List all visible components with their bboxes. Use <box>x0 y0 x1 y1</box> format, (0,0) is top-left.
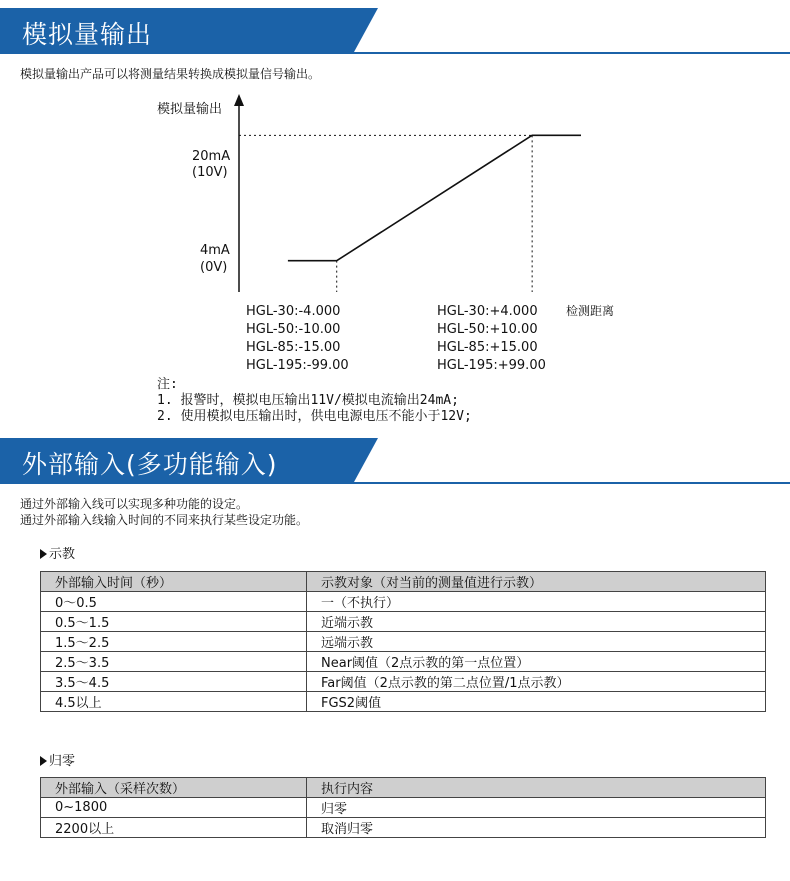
y-tick-10v: (10V) <box>192 165 228 180</box>
x-high-label-30: HGL-30:+4.000 <box>437 304 538 319</box>
column-header: 示教对象（对当前的测量值进行示教） <box>307 572 766 592</box>
table-cell: 0~1800 <box>41 798 307 818</box>
x-high-label-50: HGL-50:+10.00 <box>437 322 538 337</box>
zero-heading <box>40 750 75 769</box>
x-low-label-195: HGL-195:-99.00 <box>246 358 349 373</box>
table-cell: FGS2阈值 <box>307 692 766 712</box>
table-row <box>41 612 766 632</box>
table-cell: 2200以上 <box>41 818 307 838</box>
table-cell: 3.5～4.5 <box>41 672 307 692</box>
section-title: 外部输入(多功能输入) <box>22 450 278 479</box>
table-cell: 归零 <box>307 798 766 818</box>
table-cell: 1.5～2.5 <box>41 632 307 652</box>
x-high-label-195: HGL-195:+99.00 <box>437 358 546 373</box>
table-row <box>41 672 766 692</box>
table-cell: 远端示教 <box>307 632 766 652</box>
teach-heading <box>40 543 75 562</box>
analog-intro: 模拟量输出产品可以将测量结果转换成模拟量信号输出。 <box>20 67 321 81</box>
section-title: 模拟量输出 <box>22 20 153 49</box>
table-cell: 一（不执行） <box>307 592 766 612</box>
zero-table <box>40 777 766 838</box>
x-axis-label: 检测距离 <box>566 304 615 318</box>
zero-heading-label: 归零 <box>49 754 76 769</box>
x-low-label-50: HGL-50:-10.00 <box>246 322 341 337</box>
column-header: 外部输入（采样次数） <box>41 778 307 798</box>
column-header: 外部输入时间（秒） <box>41 572 307 592</box>
external-intro-2: 通过外部输入线输入时间的不同来执行某些设定功能。 <box>20 513 309 527</box>
table-header-row <box>41 778 766 798</box>
table-cell: 4.5以上 <box>41 692 307 712</box>
table-row <box>41 632 766 652</box>
table-cell: 2.5～3.5 <box>41 652 307 672</box>
y-axis-arrow-icon <box>234 94 244 106</box>
teach-heading-label: 示教 <box>49 547 76 562</box>
teach-table <box>40 571 766 712</box>
table-row <box>41 798 766 818</box>
table-row <box>41 592 766 612</box>
x-low-label-85: HGL-85:-15.00 <box>246 340 341 355</box>
x-high-label-85: HGL-85:+15.00 <box>437 340 538 355</box>
table-cell: Far阈值（2点示教的第二点位置/1点示教） <box>307 672 766 692</box>
table-cell: 0～0.5 <box>41 592 307 612</box>
table-cell: 近端示教 <box>307 612 766 632</box>
table-row <box>41 692 766 712</box>
note-item-2: 2. 使用模拟电压输出时，供电电源电压不能小于12V; <box>157 409 472 424</box>
x-low-label-30: HGL-30:-4.000 <box>246 304 341 319</box>
notes-label: 注: <box>157 377 178 392</box>
table-row <box>41 818 766 838</box>
table-cell: 0.5～1.5 <box>41 612 307 632</box>
y-axis-label: 模拟量输出 <box>157 102 223 117</box>
analog-output-chart <box>0 0 790 300</box>
table-cell: Near阈值（2点示教的第一点位置） <box>307 652 766 672</box>
note-item-1: 1. 报警时，模拟电压输出11V/模拟电流输出24mA; <box>157 393 459 408</box>
table-row <box>41 652 766 672</box>
y-tick-20ma: 20mA <box>192 149 231 164</box>
y-tick-0v: (0V) <box>200 260 228 275</box>
series-line-hgl <box>288 135 581 260</box>
section-banner-external-input <box>0 438 790 490</box>
table-cell: 取消归零 <box>307 818 766 838</box>
y-tick-4ma: 4mA <box>200 243 230 258</box>
table-header-row <box>41 572 766 592</box>
bullet-triangle-icon <box>40 756 47 766</box>
bullet-triangle-icon <box>40 549 47 559</box>
column-header: 执行内容 <box>307 778 766 798</box>
external-intro-1: 通过外部输入线可以实现多种功能的设定。 <box>20 497 249 511</box>
